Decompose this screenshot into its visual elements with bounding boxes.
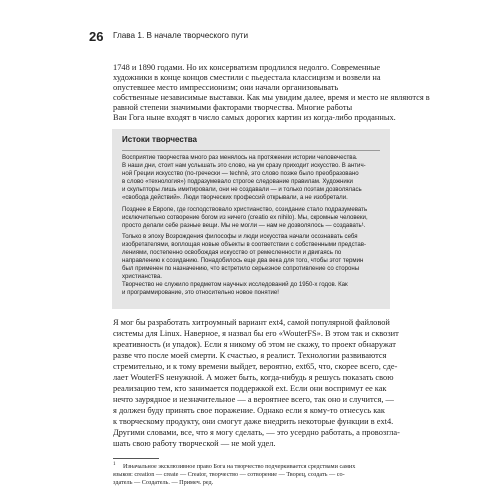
text-line: разве что после моей смерти. К счастью, я реалист. Технологии развиваются bbox=[113, 351, 387, 360]
text-line: лениями, постепенно освобождая искусство от ремесленности и двигаясь по bbox=[122, 249, 342, 256]
text-line: просто делали себе разные вещи. Мы не могли — нам не дозволялось — создавать¹. bbox=[122, 222, 366, 229]
text-line: шать свою работу творческой — не мой удел. bbox=[113, 439, 276, 448]
text-line: опустевшее место импрессионизм; они начали организовывать bbox=[113, 83, 339, 92]
text-line: «свобода действий». Люди творческих профессий открывали, а не изобретали. bbox=[122, 194, 348, 201]
text-line: художники в конце концов сместили с пьедестала классицизм и возвели на bbox=[113, 73, 381, 82]
text-line: Творчество не служило предметом научных исследований до 1950-х годов. Как bbox=[122, 281, 348, 288]
text-line: лает WouterFS ненужной. А может быть, когда-нибудь я решусь показать свою bbox=[113, 373, 394, 382]
text-line: равной степени значимыми факторами творчества. Многие работы bbox=[113, 103, 353, 112]
text-line: Ван Гога ныне входят в число самых дорогих картин из когда-либо проданных. bbox=[113, 113, 396, 122]
text-line: я должен буду принять свое поражение. Однако если я кому-то отнесусь как bbox=[113, 406, 385, 415]
page-header bbox=[89, 29, 411, 47]
page-number: 26 bbox=[89, 29, 104, 44]
text-line: нечто заурядное и незначительное — а вероятнее всего, так оно и случится, — bbox=[113, 395, 394, 404]
text-line: изобретателями, воплощая новые объекты в соответствии с собственными представ- bbox=[122, 241, 367, 248]
footnote-marker: 1 bbox=[113, 462, 116, 467]
text-line: ной Греции искусство (по-гречески — technē, это слово позже было преобразовано bbox=[122, 170, 359, 177]
text-line: языков: creation — create — Creator, творчество — сотворение — Творец, создать — со- bbox=[113, 471, 345, 478]
text-line: Только в эпоху Возрождения философы и люди искусства начали осознавать себя bbox=[122, 233, 358, 240]
footnote-divider bbox=[113, 458, 159, 459]
text-line: стремительно, и к тому времени выйдет, вероятно, ext65, что, скорее всего, сде- bbox=[113, 362, 398, 371]
text-line: в слово «технология») подразумевало строгое следование правилам. Художники bbox=[122, 178, 353, 185]
sidebar-title: Истоки творчества bbox=[122, 135, 197, 144]
text-line: 1748 и 1890 годами. Но их консерватизм продлился недолго. Современные bbox=[113, 63, 381, 72]
sidebar-box bbox=[112, 129, 390, 309]
text-line: Изначальное эксклюзивное право Бога на творчество подчеркивается средствами самих bbox=[123, 463, 356, 470]
text-line: направлению к созиданию. Понадобилось еще два века для того, чтобы этот термин bbox=[122, 257, 364, 264]
text-line: и скульпторы лишь имитировали, они не создавали — и только поэтам дозволялась bbox=[122, 186, 362, 193]
text-line: Восприятие творчества много раз менялось на протяжении истории человечества. bbox=[122, 154, 358, 161]
text-line: Позднее в Европе, где господствовало христианство, созидание стало подразумевать bbox=[122, 206, 368, 213]
sidebar-divider bbox=[122, 150, 380, 151]
text-line: был применен по назначению, что встретило серьезное сопротивление со стороны bbox=[122, 265, 360, 272]
text-line: собственные независимые выставки. Как мы увидим далее, время и место не являются в bbox=[113, 93, 430, 102]
text-line: христианства. bbox=[122, 273, 162, 280]
text-line: Другими словами, все, что я могу сделать, — это усердно работать, а провозгла- bbox=[113, 428, 400, 437]
text-line: Я мог бы разработать хитроумный вариант ext4, самой популярной файловой bbox=[113, 318, 390, 327]
text-line: исключительно сотворение богом из ничего (creatio ex nihilo). Мы, скромные человеки, bbox=[122, 214, 368, 221]
text-line: и программирование, это относительно новое понятие! bbox=[122, 289, 279, 296]
text-line: к творческому продукту, они смогут даже внедрить некоторые функции в ext4. bbox=[113, 417, 394, 426]
text-line: здатель — Создатель. — Примеч. ред. bbox=[113, 479, 214, 486]
text-line: системы для Linux. Наверное, я назвал бы его «WouterFS». В этом так и сквозит bbox=[113, 329, 399, 338]
text-line: реализацию тем, кто занимается поддержкой ext. Если они воспримут ее как bbox=[113, 384, 387, 393]
text-line: В наши дни, стоит нам услышать это слово, на ум сразу приходит искусство. В антич- bbox=[122, 162, 366, 169]
chapter-title: Глава 1. В начале творческого пути bbox=[113, 31, 249, 40]
text-line: креативность (и упадок). Если я никому об этом не скажу, то проект обнаружат bbox=[113, 340, 396, 349]
